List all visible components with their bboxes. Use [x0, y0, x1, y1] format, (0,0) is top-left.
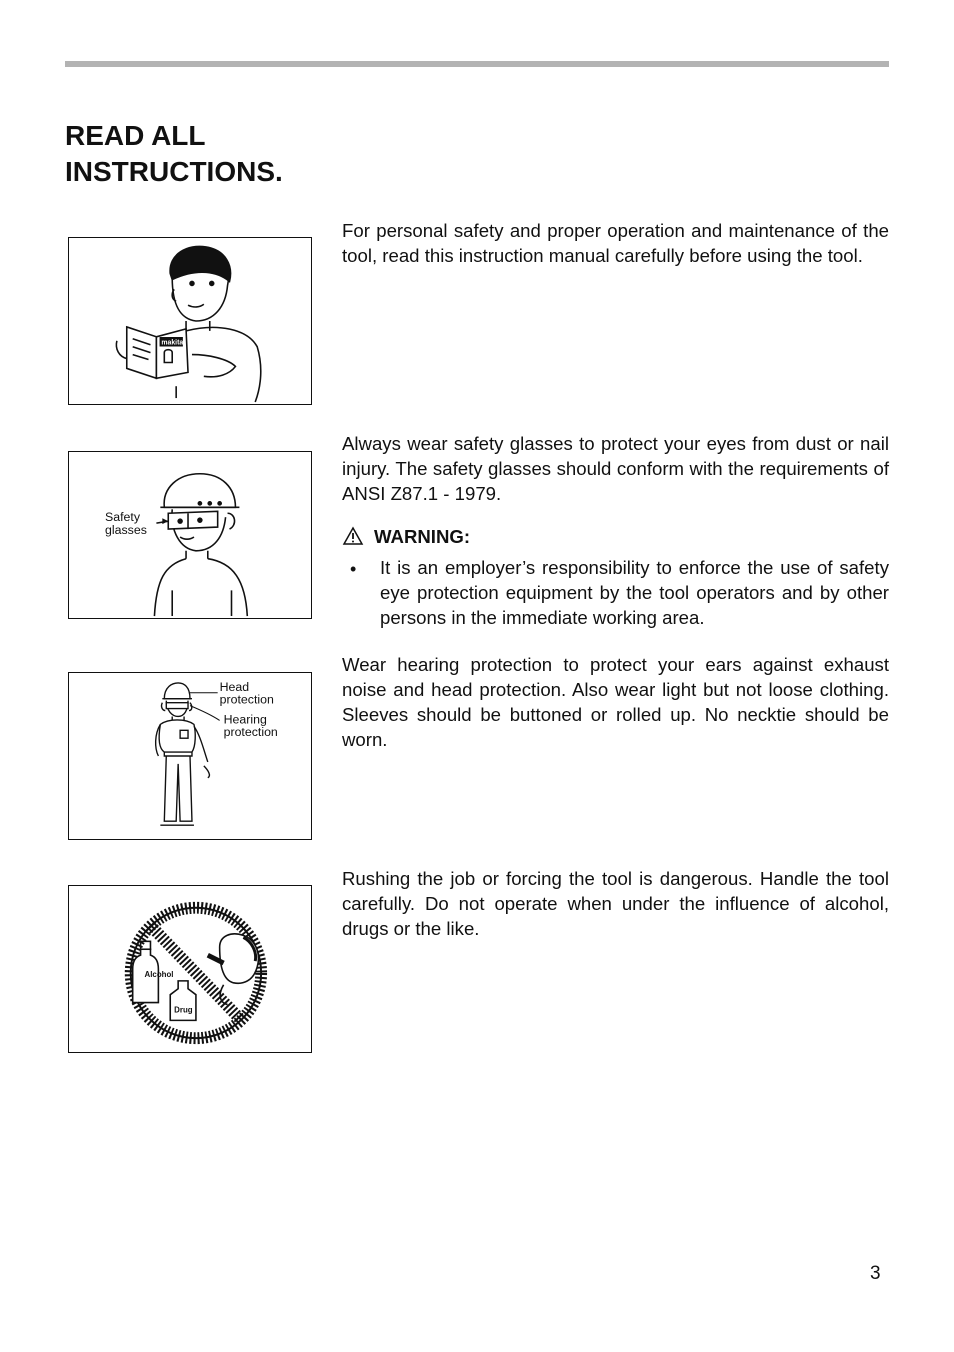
head-label-line-1: Head	[219, 679, 250, 694]
reading-manual-illustration	[69, 238, 311, 404]
figure-head-hearing-protection	[68, 672, 312, 840]
head-label-line-2: protection	[219, 692, 274, 707]
alcohol-label: Alcohol	[144, 969, 174, 979]
hearing-label-line-1: Hearing	[223, 712, 267, 727]
figure-safety-glasses	[68, 451, 312, 619]
safety-glasses-illustration	[69, 452, 311, 618]
hearing-label-line-2: protection	[223, 725, 278, 740]
top-rule	[65, 61, 889, 67]
title-line-2: INSTRUCTIONS.	[65, 156, 283, 187]
warning-triangle-icon	[342, 526, 364, 546]
safety-label-line-2: glasses	[105, 523, 147, 538]
warning-bullet: •	[350, 559, 357, 579]
protection-illustration	[69, 673, 311, 839]
warning-text: It is an employer’s responsibility to enforce the use of safety eye protection equipment by the tool operators and by other persons in the immediate working area.	[380, 557, 889, 628]
title-line-1: READ ALL	[65, 120, 206, 151]
section-3-text: Wear hearing protection to protect your ears against exhaust noise and head protection. Also wear light but not loose clothing. Sleeves should be buttoned or rolled up. No necktie should be worn.	[342, 654, 889, 750]
warning-heading	[342, 524, 470, 549]
section-1-text: For personal safety and proper operation and maintenance of the tool, read this instruction manual carefully before using the tool.	[342, 220, 889, 266]
figure-no-alcohol-drugs	[68, 885, 312, 1053]
safety-label-line-1: Safety	[105, 510, 141, 525]
figure-1-label: makita	[161, 339, 184, 347]
figure-reading-manual	[68, 237, 312, 405]
page-title	[65, 118, 283, 190]
page-number: 3	[870, 1263, 881, 1284]
drug-label: Drug	[174, 1005, 193, 1015]
section-4-text: Rushing the job or forcing the tool is dangerous. Handle the tool carefully. Do not operate when under the influence of alcohol, drugs or the like.	[342, 868, 889, 939]
warning-heading-text: WARNING:	[374, 526, 471, 547]
no-alcohol-drugs-illustration	[69, 886, 311, 1052]
section-2-text: Always wear safety glasses to protect your eyes from dust or nail injury. The safety glasses should conform with the requirements of ANSI Z87.1 - 1979.	[342, 433, 889, 504]
